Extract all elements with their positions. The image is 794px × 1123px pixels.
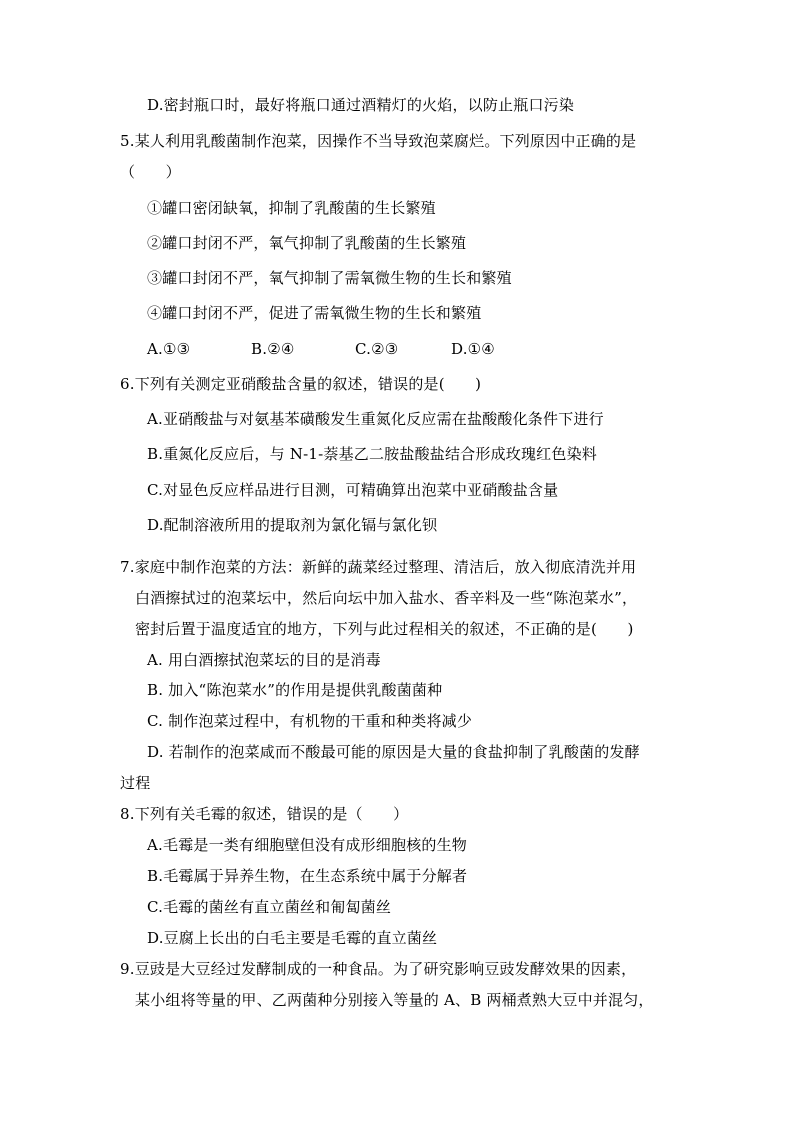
option-d-q8: D.豆腐上长出的白毛主要是毛霉的直立菌丝 bbox=[147, 929, 438, 947]
option-b-q8: B.毛霉属于异养生物，在生态系统中属于分解者 bbox=[147, 867, 468, 885]
option-d-q6: D.配制溶液所用的提取剂为氯化镉与氯化钡 bbox=[147, 516, 438, 534]
option-a-q7: A. 用白酒擦拭泡菜坛的目的是消毒 bbox=[147, 651, 381, 669]
statement-1: ①罐口密闭缺氧，抑制了乳酸菌的生长繁殖 bbox=[147, 199, 436, 217]
question-9-stem-line-1: 9.豆豉是大豆经过发酵制成的一种食品。为了研究影响豆豉发酵效果的因素， bbox=[120, 960, 637, 978]
option-d-q5: D.①④ bbox=[451, 340, 495, 358]
option-b-q5: B.②④ bbox=[251, 340, 295, 358]
question-5-stem: 5.某人利用乳酸菌制作泡菜，因操作不当导致泡菜腐烂。下列原因中正确的是 bbox=[120, 132, 637, 150]
statement-3: ③罐口封闭不严，氧气抑制了需氧微生物的生长和繁殖 bbox=[147, 269, 512, 287]
option-a-q6: A.亚硝酸盐与对氨基苯磺酸发生重氮化反应需在盐酸酸化条件下进行 bbox=[147, 410, 604, 428]
option-a-q5: A.①③ bbox=[147, 340, 191, 358]
question-7-stem-line-3: 密封后置于温度适宜的地方，下列与此过程相关的叙述，不正确的是( ) bbox=[135, 620, 634, 638]
option-c-q8: C.毛霉的菌丝有直立菌丝和匍匐菌丝 bbox=[147, 898, 392, 916]
option-d-q7-continued: 过程 bbox=[120, 774, 151, 792]
option-c-q7: C. 制作泡菜过程中，有机物的干重和种类将减少 bbox=[147, 712, 473, 730]
option-c-q6: C.对显色反应样品进行目测，可精确算出泡菜中亚硝酸盐含量 bbox=[147, 481, 559, 499]
question-6-stem: 6.下列有关测定亚硝酸盐含量的叙述，错误的是( ) bbox=[120, 375, 482, 393]
option-b-q7: B. 加入“陈泡菜水”的作用是提供乳酸菌菌种 bbox=[147, 681, 443, 699]
question-7-stem-line-2: 白酒擦拭过的泡菜坛中，然后向坛中加入盐水、香辛料及一些“陈泡菜水”， bbox=[135, 589, 638, 607]
statement-2: ②罐口封闭不严，氧气抑制了乳酸菌的生长繁殖 bbox=[147, 234, 467, 252]
option-c-q5: C.②③ bbox=[355, 340, 399, 358]
question-5-answer-blank: （ ） bbox=[120, 163, 181, 181]
option-d-q7: D. 若制作的泡菜咸而不酸最可能的原因是大量的食盐抑制了乳酸菌的发酵 bbox=[147, 743, 640, 761]
option-a-q8: A.毛霉是一类有细胞壁但没有成形细胞核的生物 bbox=[147, 836, 468, 854]
question-8-stem: 8.下列有关毛霉的叙述，错误的是（ ） bbox=[120, 805, 409, 823]
option-d-q4: D.密封瓶口时，最好将瓶口通过酒精灯的火焰，以防止瓶口污染 bbox=[147, 96, 575, 114]
question-7-stem-line-1: 7.家庭中制作泡菜的方法：新鲜的蔬菜经过整理、清洁后，放入彻底清洗并用 bbox=[120, 558, 637, 576]
question-9-stem-line-2: 某小组将等量的甲、乙两菌种分别接入等量的 A、B 两桶煮熟大豆中并混匀， bbox=[135, 991, 654, 1009]
statement-4: ④罐口封闭不严，促进了需氧微生物的生长和繁殖 bbox=[147, 304, 482, 322]
option-b-q6: B.重氮化反应后，与 N-1-萘基乙二胺盐酸盐结合形成玫瑰红色染料 bbox=[147, 445, 597, 463]
